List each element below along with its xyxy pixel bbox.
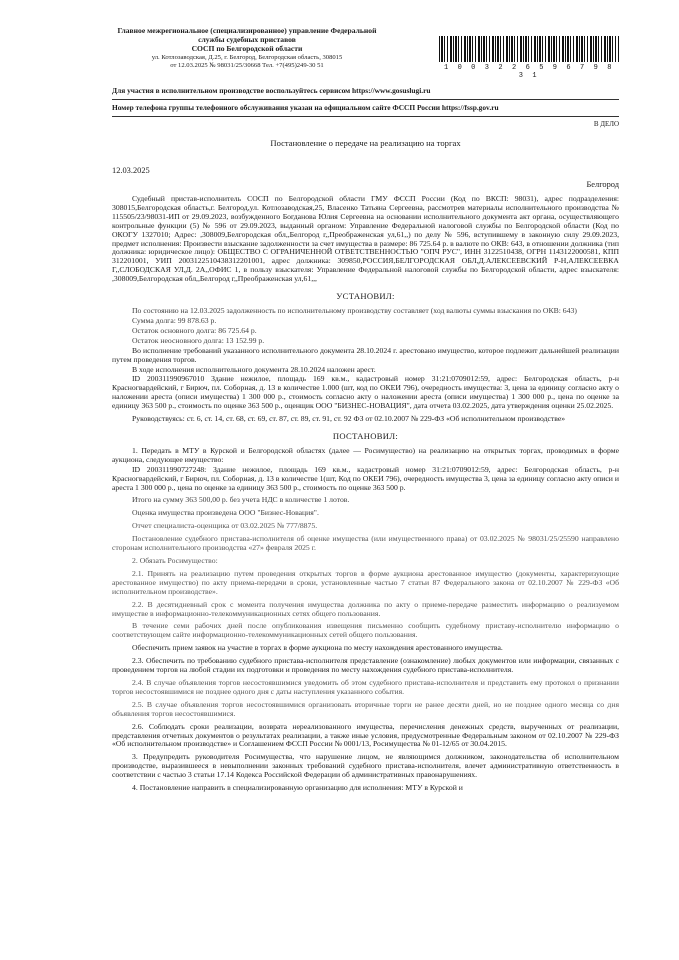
resolution-item-2-6: 2.6. Соблюдать сроки реализации, возврата нереализованного имущества, перечисления денежных средств, вырученных от реализации, представления отчетных документов о результатах реализации, а также иные условия, предусмотренные Федеральным законом от 02.10.2007 № 229-ФЗ «Об исполнительном производстве» и Соглашением ФССП России № 0001/13, Росимущества № 01-12/65 от 30.04.2015. (112, 721, 619, 749)
postanovil-heading: ПОСТАНОВИЛ: (332, 430, 399, 441)
barcode-number: 1 0 0 3 2 2 6 5 9 6 7 9 8 3 1 (443, 64, 615, 80)
resolution-item-3: 3. Предупредить руководителя Росимущества, что нарушение лицом, не являющимся должником, законодательства об исполнительном производстве, выразившееся в невыполнении законных требований судебного пристава-исполнителя, влечет административную ответственность в соответствии с частью 3 статьи 17.14 Кодекса Российской Федерации об административных правонарушениях. (112, 752, 619, 780)
org-line: службы судебных приставов (198, 35, 296, 45)
intro-paragraph: Судебный пристав-исполнитель СОСП по Белгородской области ГМУ ФССП России (Код по ВКСП: 98031), адрес подразделения: 308015,Белгородская область,г. Белгород,ул. Котлозаводская,25, Власенко Татьяна Сергеевна, рассмотрев материалы исполнительного производства № 115505/23/98031-ИП от 29.09.2023, возбужденного Богданова Юлия Сергеевна на основании исполнительного документа акт органа, осуществляющего контрольные функции (5) № 596 от 29.09.2023, выданный органом: Управление Федеральной налоговой службы по Белгородской области (Код по ОКОГУ 1327010; Адрес: ,308009,Белгородская обл,,Белгород г,,Преображенская ул,61,,) по делу № 596, вступившему в законную силу 29.09.2023, предмет исполнения: Произвести взыскание задолженности за счет имущества в размере: 86 725.64 р. в валюте по ОКВ: 643, в отношении должника (тип должника: юридическое лицо): ОБЩЕСТВО С ОГРАНИЧЕННОЙ ОТВЕТСТВЕННОСТЬЮ "ОПЧ РУС", ИНН 3122510438, ОГРН 1143122000581, КПП 312201001, УИП 2003122510438312201001, адрес должника: 309850,РОССИЯ,БЕЛГОРОДСКАЯ ОБЛ,Д.АЛЕКСЕЕВСКИЙ Р-Н,АЛЕКСЕЕВКА Г,,СЛОБОДСКАЯ УЛ,Д. 2А,,ОФИС 1, в пользу взыскателя: Управление Федеральной налоговой службы по Белгородской области, адрес взыскателя: ,308009,Белгородская обл,,Белгород г,,Преображенская ул,61,,, (112, 194, 619, 284)
gosuslugi-notice: Для участия в исполнительном производстве воспользуйтесь сервисом https://www.gosuslugi.ru (112, 86, 431, 95)
resolution-item-2-1: 2.1. Принять на реализацию путем проведения открытых торгов в форме аукциона арестованное имущество (документы, характеризующие арестованное имущество) по акту приема-передачи в сроки, установленные частью 7 статьи 87 Федерального закона от 02.10.2007 № 229-ФЗ «Об исполнительном производстве». (112, 568, 619, 596)
arrest-date-paragraph: В ходе исполнения исполнительного документа 28.10.2024 наложен арест. (132, 364, 376, 374)
divider (112, 99, 619, 100)
debt-status-paragraph: По состоянию на 12.03.2025 задолженность по исполнительному производству составляет (ход валюты суммы взыскания по ОКВ: 643) (132, 306, 577, 316)
resolution-evaluator: Оценка имущества произведена ООО "Бизнес-Новация". (132, 508, 319, 518)
issuing-organization (112, 26, 382, 70)
debt-main: Остаток основного долга: 86 725.64 р. (132, 325, 257, 335)
filing-stamp: В ДЕЛО (593, 120, 619, 128)
property-paragraph: ID 200311990967010 Здание нежилое, площадь 169 кв.м., кадастровый номер 31:21:0709012:59, адрес: Белгородская область, р-н Красногвардейский, г Бирюч, пл. Соборная, д. 13 в количестве 1.000 (шт, код по ОКЕИ 796), очередность имущества: 3, цена за единицу согласно акту о наложении ареста (описи имущества) 1 300 000 р., стоимость согласно акту о наложении ареста (описи имущества) 1 300 000 р., цена по оценке за единицу 363 500 р., стоимость по оценке 363 500 р., оценщик ООО "БИЗНЕС-НОВАЦИЯ", дата отчета 03.02.2025, дата утверждения оценки 25.02.2025. (112, 374, 619, 411)
debt-other: Остаток неосновного долга: 13 152.99 р. (132, 335, 265, 345)
resolution-item-2: 2. Обязать Росимущество: (132, 556, 218, 565)
resolution-total: Итого на сумму 363 500,00 р. без учета НДС в количестве 1 лотов. (132, 495, 350, 505)
ustanovil-heading: УСТАНОВИЛ: (336, 291, 395, 302)
date-place-row (112, 166, 619, 189)
resolution-item-2-5: 2.5. В случае объявления торгов несостоявшимися организовать вторичные торги не ранее десяти дней, но не позднее одного месяца со дня объявления торгов несостоявшимися. (112, 699, 619, 718)
resolution-report: Отчет специалиста-оценщика от 03.02.2025 № 777/8875. (132, 521, 318, 531)
resolution-notify-paragraph: В течение семи рабочих дней после опубликования извещения письменно сообщить судебному приставу-исполнителю информацию о соответствующем сайте информационно-телекоммуникационных сетей общего пользования. (112, 621, 619, 640)
resolution-applications-paragraph: Обеспечить прием заявок на участие в торгах в форме аукциона по месту нахождения арестованного имущества. (132, 643, 503, 653)
debt-total: Сумма долга: 99 878.63 р. (132, 315, 217, 325)
document-header (112, 26, 619, 80)
phone-notice: Номер телефона группы телефонного обслуживания указан на официальном сайте ФССП России https://fssp.gov.ru (112, 103, 499, 112)
org-address: ул. Котлозаводская, Д.25, г. Белгород, Белгородская область, 308015 (151, 53, 343, 61)
resolution-item-4: 4. Постановление направить в специализированную организацию для исполнения: МТУ в Курской и (132, 783, 463, 793)
resolution-property: ID 200311990727248: Здание нежилое, площадь 169 кв.м., кадастровый номер 31:21:0709012:59, адрес: Белгородская область, р-н Красногвардейский, г Бирюч, пл. Соборная, д. 13 в количестве 1(шт, Код по ОКЕИ 796), очередность имущества 3, цена за единицу согласно акту описи и ареста 1 300 000 р., цена по оценке за единицу 363 500 р., стоимость по оценке 363 500 р. (112, 464, 619, 492)
org-reference: от 12.03.2025 № 98031/25/30668 Тел. +7(495)249-30 51 (170, 61, 324, 69)
resolution-item-2-4: 2.4. В случае объявления торгов несостоявшимися уведомить об этом судебного пристава-исполнителя и представить ему протокол о признании торгов несостоявшимися не позднее одного дня с даты наступления указанного события. (112, 677, 619, 696)
barcode-icon (439, 36, 619, 62)
arrest-paragraph: Во исполнение требований указанного исполнительного документа 28.10.2024 г. арестовано имущество, которое подлежит дальнейшей реализации путем проведения торгов. (112, 345, 619, 364)
document-date: 12.03.2025 (112, 166, 150, 175)
resolution-item-2-3: 2.3. Обеспечить по требованию судебного пристава-исполнителя представление (ознакомление) любых документов или информации, связанных с проведением торгов на любой стадии их подготовки и проведения по месту нахождения судебного пристава-исполнителя. (112, 656, 619, 675)
document-place: Белгород (586, 180, 619, 189)
document-title: Постановление о передаче на реализацию на торгах (270, 138, 461, 148)
divider (112, 116, 619, 117)
org-line: СОСП по Белгородской области (191, 44, 303, 54)
resolution-item-2-2: 2.2. В десятидневный срок с момента получения имущества должника по акту о приеме-передаче разместить информацию о реализуемом имуществе в информационно-телекоммуникационных сетях общего пользования. (112, 599, 619, 618)
barcode-block (439, 36, 619, 80)
org-line: Главное межрегиональное (специализированное) управление Федеральной (117, 26, 377, 35)
resolution-evaluation-sent: Постановление судебного пристава-исполнителя об оценке имущества (или имущественного права) от 03.02.2025 № 98031/25/25590 направлено сторонам исполнительного производства «27» февраля 2025 г. (112, 534, 619, 553)
legal-basis-paragraph: Руководствуясь: ст. 6, ст. 14, ст. 68, ст. 69, ст. 87, ст. 89, ст. 91, ст. 92 ФЗ от 02.10.2007 № 229-ФЗ «Об исполнительном производстве» (132, 414, 566, 424)
resolution-item-1: 1. Передать в МТУ в Курской и Белгородской областях (далее — Росимущество) на реализацию на открытых торгах, проводимых в форме аукциона, следующее имущество: (112, 445, 619, 464)
